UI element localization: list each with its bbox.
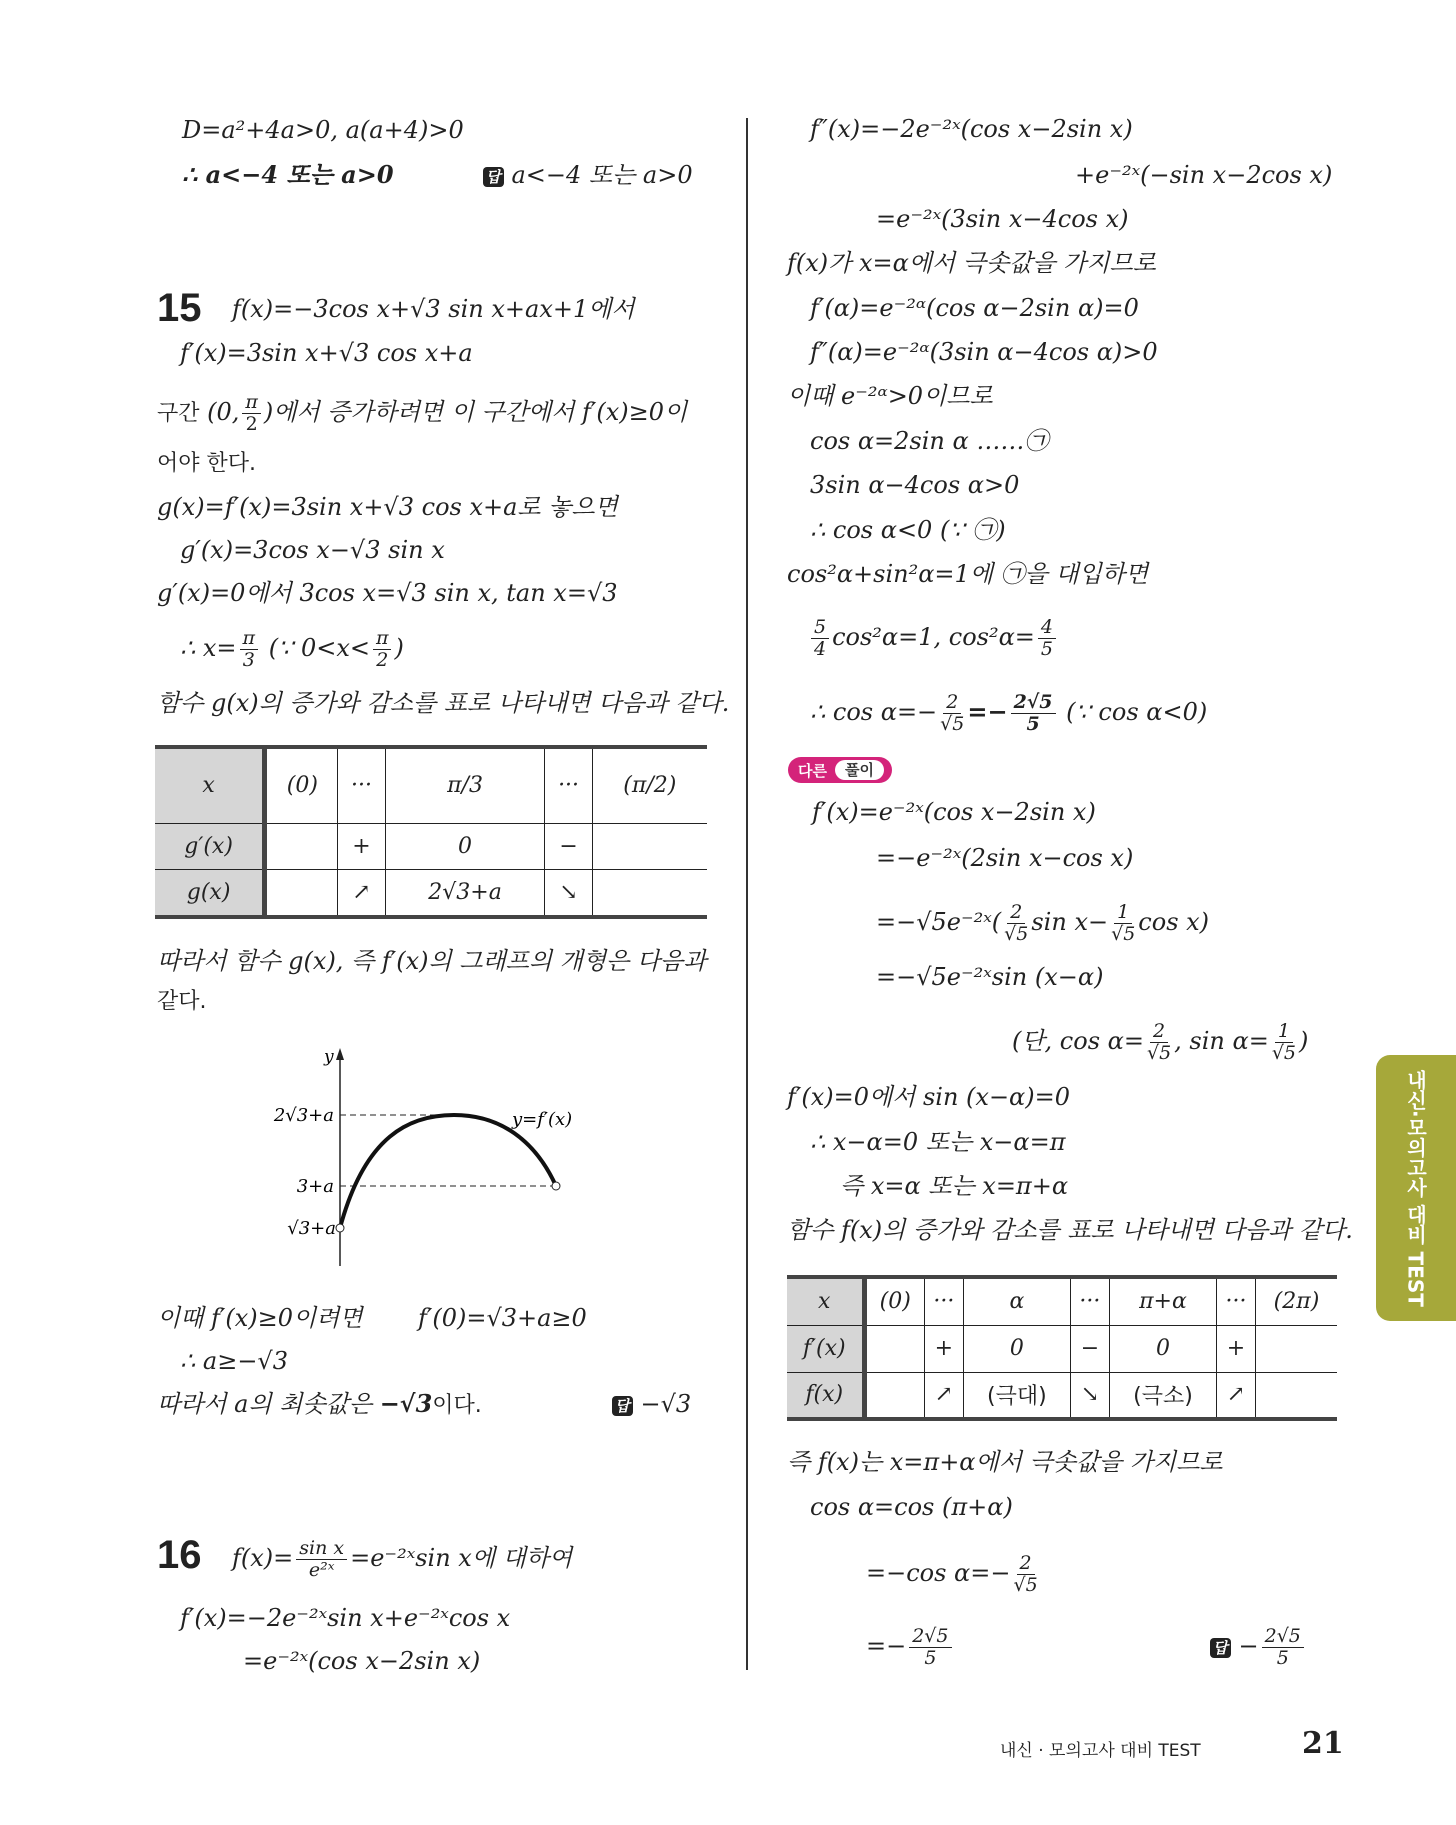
answer-icon: 답 [1210, 1638, 1231, 1658]
text-line: f′(x)=0에서 sin (x−α)=0 [787, 1083, 1071, 1111]
text-line: f′(x)=e⁻²ˣ(cos x−2sin x) [812, 798, 1096, 826]
text-line: ∴ x−α=0 또는 x−α=π [810, 1128, 1066, 1156]
text: , sin α= [1174, 1027, 1269, 1055]
text-line: ∴ cos α<0 (∵ ㉠) [810, 516, 1006, 544]
text: (0, [207, 398, 240, 426]
table-cell: ↗ [338, 869, 385, 917]
table-header: f(x) [787, 1372, 864, 1419]
problem-number-16: 16 [157, 1533, 202, 1577]
text-line: g′(x)=0에서 3cos x=√3 sin x, tan x=√3 [157, 579, 618, 607]
text-line: =−√5e⁻²ˣsin (x−α) [876, 963, 1104, 991]
label-min: √3+a [287, 1218, 336, 1239]
text-line: cos α=2sin α ……㉠ [810, 427, 1049, 455]
table-header: f′(x) [787, 1325, 864, 1372]
text: sin x− [1031, 908, 1109, 936]
side-tab-label: 내신·모의고사 대비 TEST [1403, 1069, 1428, 1307]
text: − [1238, 1632, 1259, 1660]
text-line: +e⁻²ˣ(−sin x−2cos x) [1075, 161, 1333, 189]
text-line [157, 1389, 482, 1421]
fraction [909, 1626, 951, 1669]
text-line: 이때 f′(x)≥0이려면 [157, 1304, 363, 1332]
table-cell: + [1217, 1325, 1256, 1372]
denominator: √5 [1271, 1042, 1297, 1064]
text: ) [1299, 1027, 1309, 1055]
text: =−cos α=− [866, 1559, 1011, 1587]
text-line [157, 392, 687, 435]
text-line: 이때 e⁻²ᵅ>0이므로 [787, 382, 993, 410]
numerator: 2 [943, 692, 961, 714]
numerator: π [242, 392, 261, 414]
text-line [876, 902, 1209, 945]
denominator: 5 [1040, 638, 1054, 660]
table-cell: (π/2) [592, 747, 707, 823]
label-max: 2√3+a [273, 1105, 334, 1126]
text-line: f′(x)=−2e⁻²ˣsin x+e⁻²ˣcos x [180, 1604, 511, 1632]
text-line: 3sin α−4cos α>0 [810, 471, 1020, 499]
text-line: g′(x)=3cos x−√3 sin x [180, 536, 445, 564]
g-increase-decrease-table [155, 745, 707, 919]
numerator: 1 [1275, 1021, 1293, 1043]
fraction [373, 628, 392, 671]
table-header: g′(x) [155, 823, 265, 869]
text-line: cos²α+sin²α=1에 ㉠을 대입하면 [787, 560, 1149, 588]
text-line: f(x)=−3cos x+√3 sin x+ax+1에서 [232, 295, 635, 323]
fraction [940, 692, 964, 735]
numerator: 2 [1150, 1021, 1168, 1043]
table-cell: π/3 [385, 747, 545, 823]
numerator: sin x [296, 1538, 347, 1560]
text: =e⁻²ˣsin x에 대하여 [350, 1544, 573, 1572]
table-cell: ··· [338, 747, 385, 823]
table-cell: − [545, 823, 592, 869]
text-line: 즉 x=α 또는 x=π+α [840, 1172, 1069, 1200]
text: ∴ x= [180, 634, 237, 662]
numerator: 2√5 [909, 1626, 951, 1648]
text-line [810, 692, 1207, 735]
answer-line [483, 160, 693, 190]
numerator: 5 [811, 617, 829, 639]
text: =− [866, 1632, 907, 1660]
table-cell: (극소) [1109, 1372, 1216, 1419]
text: )에서 증가하려면 이 구간에서 f′(x)≥0이 [263, 398, 688, 426]
fraction [242, 392, 261, 435]
denominator: 5 [1276, 1647, 1289, 1669]
text: =−√5e⁻²ˣ( [876, 908, 1002, 936]
denominator: √5 [1004, 923, 1029, 945]
denominator: 3 [242, 649, 255, 671]
denominator: 5 [1026, 713, 1040, 735]
table-cell: π+α [1109, 1277, 1216, 1325]
badge-right: 풀이 [835, 760, 884, 780]
table-cell: (2π) [1255, 1277, 1337, 1325]
y-axis-arrow-icon [336, 1048, 344, 1060]
table-cell: + [924, 1325, 963, 1372]
text-line: 같다. [157, 989, 207, 1014]
text-line: 즉 f(x)는 x=π+α에서 극솟값을 가지므로 [787, 1448, 1223, 1476]
numerator: 2 [1007, 902, 1025, 924]
numerator: 2√5 [1262, 1626, 1304, 1648]
answer-text: a<−4 또는 a>0 [511, 161, 693, 189]
text: (∵ cos α<0) [1066, 698, 1208, 726]
curve [340, 1115, 556, 1228]
table-cell: ↘ [545, 869, 592, 917]
text: =− [967, 697, 1008, 726]
table-cell: ··· [1070, 1277, 1109, 1325]
derivative-graph [230, 1040, 610, 1280]
fraction [1262, 1626, 1304, 1669]
fraction [1111, 902, 1135, 945]
text: −√3 [379, 1389, 433, 1418]
y-axis-label: y [324, 1047, 334, 1067]
text-line: 따라서 함수 g(x), 즉 f′(x)의 그래프의 개형은 다음과 [157, 947, 707, 975]
open-endpoint [552, 1182, 560, 1190]
text: 이다. [432, 1393, 482, 1418]
text-line: f(x)가 x=α에서 극솟값을 가지므로 [787, 249, 1156, 277]
numerator: 1 [1114, 902, 1132, 924]
curve-label: y=f′(x) [512, 1109, 573, 1130]
denominator: e²ˣ [308, 1559, 335, 1581]
table-cell [265, 823, 338, 869]
denominator: 5 [924, 1647, 937, 1669]
fraction [1011, 692, 1056, 735]
table-header: x [787, 1277, 864, 1325]
text-line: f″(x)=−2e⁻²ˣ(cos x−2sin x) [810, 115, 1133, 143]
table-cell: (0) [864, 1277, 924, 1325]
table-cell: ··· [1217, 1277, 1256, 1325]
table-cell: ↘ [1070, 1372, 1109, 1419]
table-header: g(x) [155, 869, 265, 917]
fraction [1004, 902, 1028, 945]
table-cell [265, 869, 338, 917]
text: f(x)= [232, 1544, 294, 1572]
problem-number-15: 15 [157, 286, 202, 330]
answer-text: −√3 [640, 1390, 692, 1418]
table-cell [864, 1325, 924, 1372]
answer-line [1210, 1626, 1307, 1669]
table-cell: 0 [963, 1325, 1070, 1372]
section-side-tab[interactable] [1376, 1055, 1456, 1321]
text-line: 함수 g(x)의 증가와 감소를 표로 나타내면 다음과 같다. [157, 689, 730, 717]
text-line: =e⁻²ˣ(cos x−2sin x) [243, 1647, 481, 1675]
fraction [1038, 617, 1056, 660]
text-line: cos α=cos (π+α) [810, 1493, 1013, 1521]
fraction [1147, 1021, 1171, 1064]
fraction [1272, 1021, 1296, 1064]
text: cos x) [1138, 908, 1210, 936]
badge-left: 다른 [798, 761, 827, 780]
table-cell: 2√3+a [385, 869, 545, 917]
text: (단, cos α= [1012, 1027, 1144, 1055]
table-cell: (0) [265, 747, 338, 823]
fraction [240, 628, 259, 671]
text-line [180, 628, 404, 671]
table-cell: ··· [924, 1277, 963, 1325]
text: ∴ cos α=− [810, 698, 938, 726]
text-line: f′(α)=e⁻²ᵅ(cos α−2sin α)=0 [810, 294, 1139, 322]
table-cell: 0 [1109, 1325, 1216, 1372]
label-mid: 3+a [296, 1176, 334, 1197]
table-cell [592, 823, 707, 869]
numerator: π [373, 628, 392, 650]
answer-icon: 답 [612, 1396, 633, 1416]
text: ) [394, 634, 404, 662]
denominator: √5 [1146, 1042, 1172, 1064]
table-cell: (극대) [963, 1372, 1070, 1419]
text-line [866, 1626, 955, 1669]
table-cell [864, 1372, 924, 1419]
text-line: g(x)=f′(x)=3sin x+√3 cos x+a로 놓으면 [157, 493, 618, 521]
denominator: √5 [940, 713, 965, 735]
numerator: 4 [1038, 617, 1056, 639]
page-number: 21 [1302, 1726, 1344, 1761]
denominator: 2 [376, 649, 389, 671]
answer-line [612, 1389, 691, 1419]
denominator: √5 [1111, 923, 1136, 945]
text-line: f″(α)=e⁻²ᵅ(3sin α−4cos α)>0 [810, 338, 1158, 366]
text-line: =e⁻²ˣ(3sin x−4cos x) [876, 205, 1129, 233]
column-divider [746, 118, 748, 1670]
table-cell: ↗ [1217, 1372, 1256, 1419]
text: 구간 [157, 401, 200, 426]
text-line: D=a²+4a>0, a(a+4)>0 [182, 116, 464, 144]
fraction [296, 1538, 347, 1581]
f-increase-decrease-table [787, 1275, 1337, 1421]
table-cell [1255, 1372, 1337, 1419]
alternative-solution-badge [788, 757, 892, 783]
table-cell: ↗ [924, 1372, 963, 1419]
table-cell [592, 869, 707, 917]
text: 따라서 a의 최솟값은 [157, 1390, 373, 1418]
table-cell: + [338, 823, 385, 869]
text-line: f′(x)=3sin x+√3 cos x+a [180, 339, 473, 367]
numerator: π [240, 628, 259, 650]
text-line: ∴ a≥−√3 [180, 1347, 288, 1375]
fraction [811, 617, 829, 660]
open-endpoint [336, 1224, 344, 1232]
denominator: √5 [1013, 1574, 1038, 1596]
text-line: f′(0)=√3+a≥0 [418, 1304, 587, 1332]
text-line: =−e⁻²ˣ(2sin x−cos x) [876, 844, 1134, 872]
text: (∵ 0<x< [268, 634, 370, 662]
table-cell: − [1070, 1325, 1109, 1372]
denominator: 4 [814, 638, 827, 660]
fraction [1013, 1553, 1037, 1596]
text: cos²α=1, cos²α= [832, 623, 1035, 651]
denominator: 2 [245, 413, 258, 435]
text-line: 어야 한다. [157, 451, 256, 476]
text-line [1012, 1021, 1308, 1064]
table-cell [1255, 1325, 1337, 1372]
table-cell: α [963, 1277, 1070, 1325]
text-line [866, 1553, 1041, 1596]
answer-icon: 답 [483, 167, 504, 187]
table-cell: ··· [545, 747, 592, 823]
footer-title: 내신 · 모의고사 대비 TEST [1000, 1741, 1201, 1761]
table-cell: 0 [385, 823, 545, 869]
text-line: 함수 f(x)의 증가와 감소를 표로 나타내면 다음과 같다. [787, 1216, 1353, 1244]
text-line [808, 617, 1059, 660]
numerator: 2√5 [1011, 692, 1056, 714]
text-line: ∴ a<−4 또는 a>0 [182, 160, 394, 189]
text-line [232, 1538, 572, 1581]
numerator: 2 [1017, 1553, 1035, 1575]
table-header: x [155, 747, 265, 823]
